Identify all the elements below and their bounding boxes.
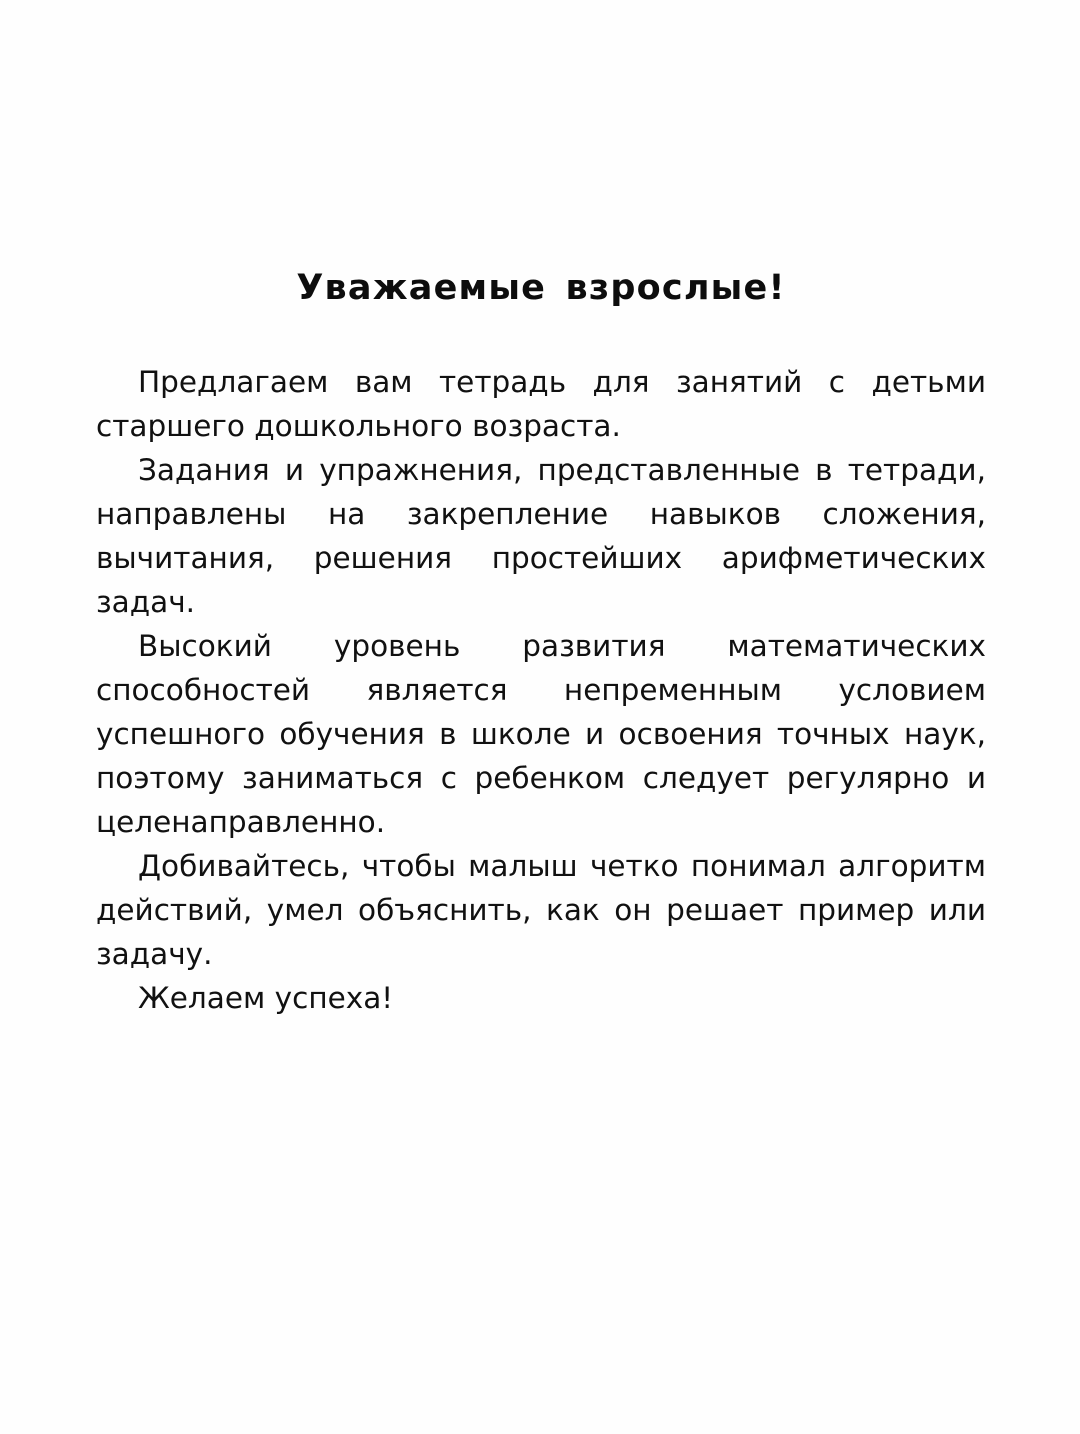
page-title: Уважаемые взрослые! — [296, 268, 786, 308]
paragraph-2: Задания и упражнения, представленные в тетради, направлены на закрепление навыков сложения, вычитания, решения простейших арифметических задач. — [96, 453, 986, 619]
closing-line: Желаем успеха! — [138, 981, 394, 1015]
paragraph-1: Предлагаем вам тетрадь для занятий с детьми старшего дошкольного возраста. — [96, 365, 986, 443]
document-body — [96, 268, 986, 1020]
paragraph-4: Добивайтесь, чтобы малыш четко понимал алгоритм действий, умел объяснить, как он решает пример или задачу. — [96, 849, 986, 971]
paragraph-3: Высокий уровень развития математических способностей является непременным условием успешного обучения в школе и освоения точных наук, поэтому заниматься с ребенком следует регулярно и целенаправленно. — [96, 629, 986, 839]
